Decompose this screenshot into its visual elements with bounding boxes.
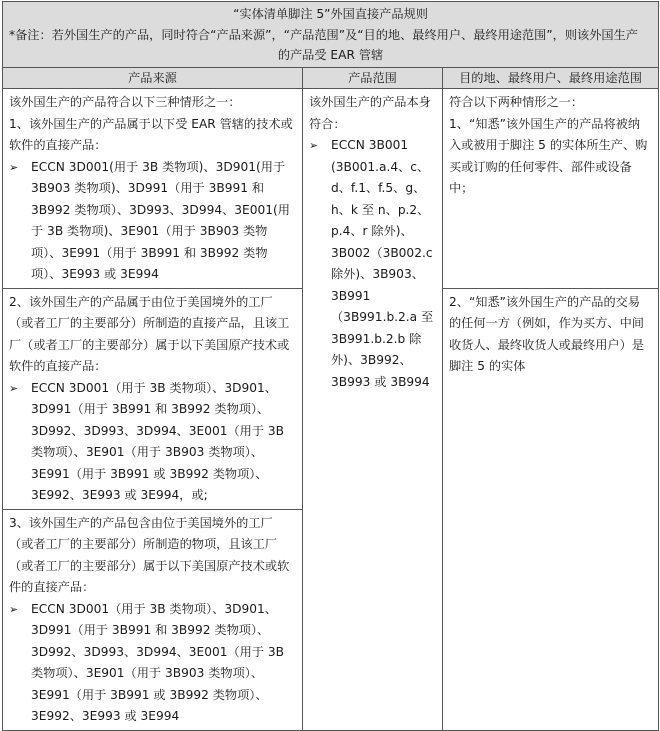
scope-cell — [303, 89, 443, 731]
source-case-2-bullet — [9, 378, 296, 507]
note-line-2: 的产品受 EAR 管辖 — [277, 48, 384, 62]
title-cell — [3, 2, 659, 68]
arrow-bullet-icon: ➢ — [309, 139, 319, 152]
source-case-3-bullet — [9, 599, 296, 728]
destination-case-1: 1、“知悉”该外国生产的产品将被纳入或被用于脚注 5 的实体所生产、购买或订购的任何零件、部件或设备中； — [449, 116, 648, 195]
source-case-2-cell — [3, 288, 303, 509]
source-case-1-title: 1、该外国生产的产品属于以下受 EAR 管辖的技术或软件的直接产品： — [9, 116, 293, 152]
source-case-1-items: ECCN 3D001(用于 3B 类物项)、3D901(用于 3B903 类物项)、3D991（用于 3B991 和 3B992 类物项）、3D993、3D994、3E001(用于 3B 类物项)、3E901（用于 3B903 类物项）、3E991（用于 3B991 和 3B992 类物项）、3E993 或 3E994 — [31, 159, 290, 281]
source-case-1-bullet — [9, 157, 296, 286]
source-case-3-cell — [3, 509, 303, 730]
body-row-1 — [3, 89, 659, 289]
arrow-bullet-icon: ➢ — [9, 381, 19, 395]
header-row — [3, 68, 659, 89]
source-case-2-items: ECCN 3D001（用于 3B 类物项）、3D901、3D991（用于 3B991 和 3B992 类物项）、3D992、3D993、3D994、3E001（用于 3B 类物项）、3E901（用于 3B903 类物项）、3E991（用于 3B991 或 3B992 类物项）、3E992、3E993 或 3E994，或; — [31, 380, 285, 502]
scope-bullet — [309, 135, 436, 393]
note-line-1: *备注：若外国生产的产品，同时符合“产品来源”，“产品范围”及“目的地、最终用户、最终用途范围”，则该外国生产 — [9, 28, 638, 42]
source-case-1-cell — [3, 89, 303, 289]
header-scope: 产品范围 — [303, 68, 443, 89]
destination-case-1-cell — [443, 89, 659, 289]
source-case-3-title: 3、该外国生产的产品包含由位于美国境外的工厂（或者工厂的主要部分）所制造的物项，且该工厂（或者工厂的主要部分）属于以下美国原产技术或软件的直接产品： — [9, 515, 290, 594]
arrow-bullet-icon: ➢ — [9, 602, 19, 616]
rule-table — [2, 1, 659, 731]
destination-case-2-cell — [443, 288, 659, 730]
title-row — [3, 2, 659, 68]
header-source: 产品来源 — [3, 68, 303, 89]
arrow-bullet-icon: ➢ — [9, 160, 19, 174]
rule-document — [2, 1, 658, 731]
source-case-3-items: ECCN 3D001（用于 3B 类物项）、3D901、3D991（用于 3B991 和 3B992 类物项）、3D992、3D993、3D994、3E001（用于 3B 类物项）、3E901（用于 3B903 类物项）、3E991（用于 3B991 或 3B992 类物项）、3E992、3E993 或 3E994 — [31, 601, 285, 723]
scope-intro: 该外国生产的产品本身符合： — [309, 95, 431, 131]
source-intro: 该外国生产的产品符合以下三种情形之一： — [9, 95, 241, 109]
header-destination: 目的地、最终用户、最终用途范围 — [443, 68, 659, 89]
table-title: “实体清单脚注 5”外国直接产品规则 — [233, 7, 428, 21]
destination-intro: 符合以下两种情形之一： — [449, 95, 584, 109]
destination-case-2: 2、“知悉”该外国生产的产品的交易的任何一方（例如，作为买方、中间收货人、最终收货人或最终用户）是脚注 5 的实体 — [449, 294, 644, 373]
scope-items: ECCN 3B001 (3B001.a.4、c、d、f.1、f.5、g、h、k 至 n、p.2、p.4、r 除外)、3B002（3B002.c 除外)、3B903、3B991（3B991.b.2.a 至 3B991.b.2.b 除外)、3B992、3B993 或 3B994 — [331, 138, 434, 389]
source-case-2-title: 2、该外国生产的产品属于由位于美国境外的工厂（或者工厂的主要部分）所制造的直接产品，且该工厂（或者工厂的主要部分）属于以下美国原产技术或软件的直接产品： — [9, 294, 290, 373]
